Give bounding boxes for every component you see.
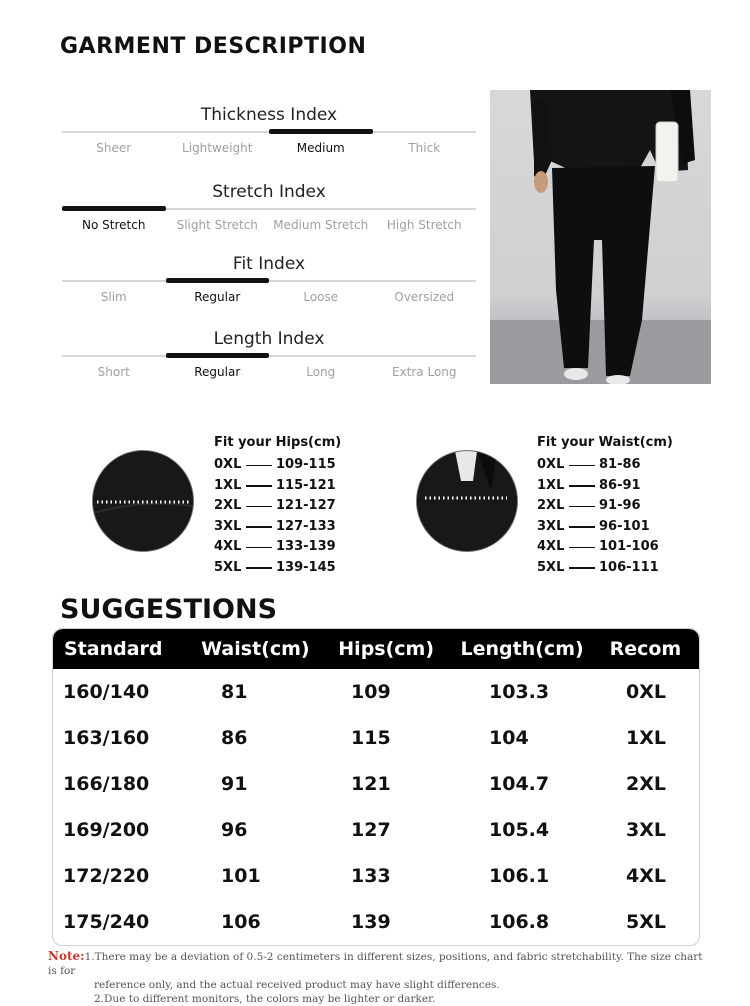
table-row	[53, 715, 699, 761]
index-option: No Stretch	[82, 218, 146, 232]
index-option: Slight Stretch	[176, 218, 258, 232]
table-row	[53, 669, 699, 715]
cell-standard: 166/180	[63, 773, 150, 795]
fit-waist-row	[537, 496, 659, 517]
cell-recom: 3XL	[626, 819, 666, 841]
index-option: Short	[97, 365, 130, 379]
product-photo	[490, 90, 711, 384]
fit-index	[62, 252, 476, 304]
note-line-1: 1.There may be a deviation of 0.5-2 centimeters in different sizes, positions, and fabric stretchability. The size chart is for	[48, 951, 703, 977]
size-label: 3XL	[214, 518, 242, 534]
column-header: Standard	[64, 638, 163, 660]
index-track	[62, 131, 476, 133]
size-label: 0XL	[537, 457, 565, 472]
index-selected-bar	[62, 206, 166, 211]
fit-hips-row	[214, 476, 336, 497]
cell-standard: 169/200	[63, 819, 150, 841]
size-label: 2XL	[214, 498, 242, 513]
cell-hips: 121	[351, 773, 391, 795]
waist-measure-illustration	[416, 450, 518, 552]
table-row	[53, 807, 699, 853]
cell-hips: 115	[351, 727, 391, 749]
index-track	[62, 355, 476, 357]
index-option: Regular	[194, 365, 241, 379]
size-range: 86-91	[599, 477, 641, 493]
column-header: Hips(cm)	[338, 638, 435, 660]
cell-waist: 91	[221, 773, 248, 795]
size-range: 106-111	[599, 559, 659, 575]
fit-hips-row	[214, 558, 336, 579]
fit-waist-row	[537, 455, 659, 476]
index-option: Medium	[296, 141, 345, 155]
cell-waist: 96	[221, 819, 248, 841]
cell-waist: 106	[221, 911, 261, 933]
cell-waist: 81	[221, 681, 248, 703]
cell-hips: 139	[351, 911, 391, 933]
column-header: Waist(cm)	[201, 638, 310, 660]
index-title: Stretch Index	[212, 182, 326, 202]
hips-measure-illustration	[92, 450, 194, 552]
size-label: 0XL	[214, 457, 242, 472]
size-label: 1XL	[214, 477, 242, 493]
table-row	[53, 899, 699, 945]
size-range: 91-96	[599, 498, 641, 513]
cell-length: 106.1	[489, 865, 550, 887]
size-label: 5XL	[537, 559, 565, 575]
size-label: 1XL	[537, 477, 565, 493]
garment-description-title: GARMENT DESCRIPTION	[60, 34, 367, 59]
cell-standard: 160/140	[63, 681, 150, 703]
fit-waist-row	[537, 476, 659, 497]
cell-length: 104.7	[489, 773, 550, 795]
size-label: 2XL	[537, 498, 565, 513]
column-header: Length(cm)	[460, 638, 584, 660]
fit-waist-row	[537, 537, 659, 558]
size-range: 115-121	[276, 477, 336, 493]
note-line-3: 2.Due to different monitors, the colors may be lighter or darker.	[94, 993, 436, 1005]
index-selected-bar	[269, 129, 373, 134]
size-range: 96-101	[599, 518, 650, 534]
size-label: 3XL	[537, 518, 565, 534]
size-range: 133-139	[276, 539, 336, 554]
index-title: Fit Index	[232, 254, 306, 274]
suggestions-title: SUGGESTIONS	[60, 594, 278, 625]
index-option: Loose	[303, 290, 339, 304]
fit-hips-row	[214, 517, 336, 538]
stretch-index	[62, 180, 476, 232]
size-suggestion-table	[52, 628, 700, 946]
cell-recom: 2XL	[626, 773, 666, 795]
fit-hips-row	[214, 537, 336, 558]
size-note	[48, 949, 708, 1006]
index-option: Sheer	[96, 141, 132, 155]
thickness-index	[62, 103, 476, 155]
index-option: Long	[306, 365, 336, 379]
index-track	[62, 208, 476, 210]
index-option: Oversized	[394, 290, 455, 304]
fit-hips-title: Fit your Hips(cm)	[214, 435, 342, 450]
cell-recom: 4XL	[626, 865, 666, 887]
note-line-2: reference only, and the actual received product may have slight differences.	[94, 979, 500, 991]
cell-waist: 101	[221, 865, 261, 887]
cell-standard: 163/160	[63, 727, 150, 749]
index-option: Slim	[100, 290, 127, 304]
index-selected-bar	[166, 353, 270, 358]
fit-hips-row	[214, 496, 336, 517]
size-range: 101-106	[599, 539, 659, 554]
size-range: 121-127	[276, 498, 336, 513]
index-option: High Stretch	[386, 218, 462, 232]
cell-recom: 5XL	[626, 911, 666, 933]
cell-hips: 127	[351, 819, 391, 841]
size-label: 4XL	[537, 539, 565, 554]
fit-hips-list	[214, 455, 336, 578]
table-row	[53, 761, 699, 807]
index-option: Extra Long	[391, 365, 457, 379]
cell-standard: 175/240	[63, 911, 150, 933]
cell-length: 104	[489, 727, 529, 749]
size-range: 81-86	[599, 457, 641, 472]
cell-hips: 109	[351, 681, 391, 703]
size-label: 5XL	[214, 559, 242, 575]
index-option: Regular	[194, 290, 241, 304]
table-row	[53, 853, 699, 899]
index-option: Lightweight	[182, 141, 253, 155]
cell-standard: 172/220	[63, 865, 150, 887]
index-selected-bar	[166, 278, 270, 283]
cell-recom: 1XL	[626, 727, 666, 749]
index-title: Length Index	[213, 329, 325, 349]
fit-hips-row	[214, 455, 336, 476]
cell-waist: 86	[221, 727, 248, 749]
note-label: Note:	[48, 949, 85, 963]
length-index	[62, 327, 476, 379]
table-header	[53, 629, 699, 669]
size-range: 139-145	[276, 559, 336, 575]
index-option: Medium Stretch	[273, 218, 369, 232]
column-header: Recom	[609, 638, 682, 660]
index-title: Thickness Index	[200, 105, 338, 125]
cell-length: 105.4	[489, 819, 550, 841]
size-range: 127-133	[276, 518, 336, 534]
fit-waist-row	[537, 558, 659, 579]
size-label: 4XL	[214, 539, 242, 554]
cell-length: 106.8	[489, 911, 550, 933]
cell-hips: 133	[351, 865, 391, 887]
fit-waist-row	[537, 517, 659, 538]
cell-recom: 0XL	[626, 681, 666, 703]
cell-length: 103.3	[489, 681, 550, 703]
fit-waist-list	[537, 455, 659, 578]
model-trousers-illustration	[490, 90, 711, 384]
size-range: 109-115	[276, 457, 336, 472]
index-track	[62, 280, 476, 282]
fit-waist-title: Fit your Waist(cm)	[537, 435, 673, 450]
index-option: Thick	[408, 141, 441, 155]
